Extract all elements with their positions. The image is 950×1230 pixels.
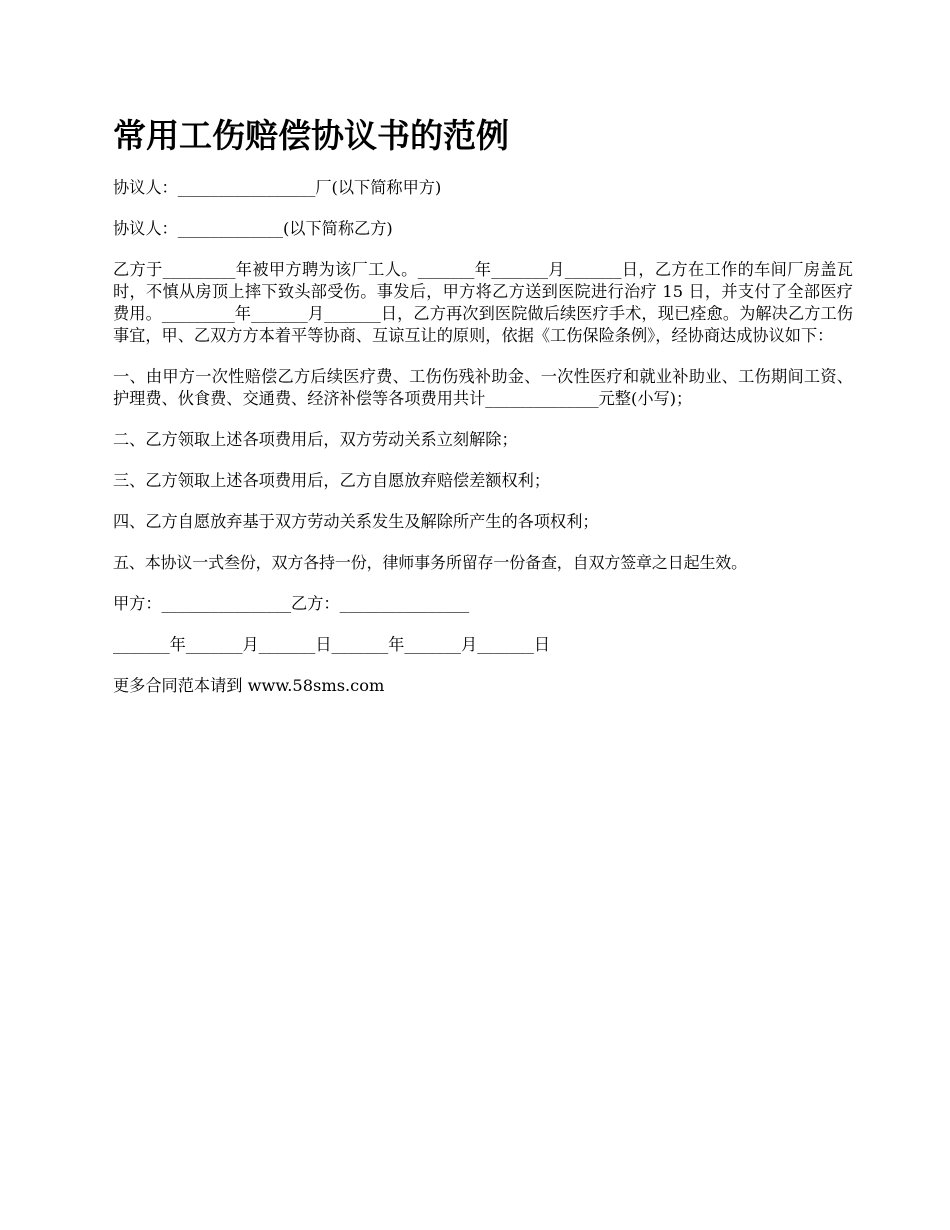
party-b-line: 协议人：_____________(以下简称乙方) <box>113 219 393 238</box>
incident-description-paragraph: 乙方于_________年被甲方聘为该厂工人。_______年_______月_______日，乙方在工作的车间厂房盖瓦时，不慎从房顶上摔下致头部受伤。事发后，甲方将乙方送到医院进行治疗 15 日，并支付了全部医疗费用。_________年_______月_______日，乙方再次到医院做后续医疗手术，现已痊愈。为解决乙方工伤事宜，甲、乙双方方本着平等协商、互谅互让的原则，依据《工伤保险条例》，经协商达成协议如下： <box>113 260 853 345</box>
date-line: _______年_______月_______日_______年_______月_______日 <box>113 635 551 654</box>
document-page <box>113 112 853 716</box>
clause-2: 二、乙方领取上述各项费用后，双方劳动关系立刻解除； <box>113 430 518 449</box>
party-a-line: 协议人：_________________厂(以下简称甲方) <box>113 178 442 197</box>
clause-3: 三、乙方领取上述各项费用后，乙方自愿放弃赔偿差额权利； <box>113 471 551 490</box>
document-title: 常用工伤赔偿协议书的范例 <box>113 116 509 155</box>
signature-line: 甲方：________________乙方：________________ <box>113 594 470 613</box>
footer-link-text: 更多合同范本请到 www.58sms.com <box>113 676 385 695</box>
clause-4: 四、乙方自愿放弃基于双方劳动关系发生及解除所产生的各项权利； <box>113 512 599 531</box>
clause-1: 一、由甲方一次性赔偿乙方后续医疗费、工伤伤残补助金、一次性医疗和就业补助业、工伤期间工资、护理费、伙食费、交通费、经济补偿等各项费用共计______________元整(小写)； <box>113 367 853 408</box>
clause-5: 五、本协议一式叁份，双方各持一份，律师事务所留存一份备查，自双方签章之日起生效。 <box>113 553 748 572</box>
